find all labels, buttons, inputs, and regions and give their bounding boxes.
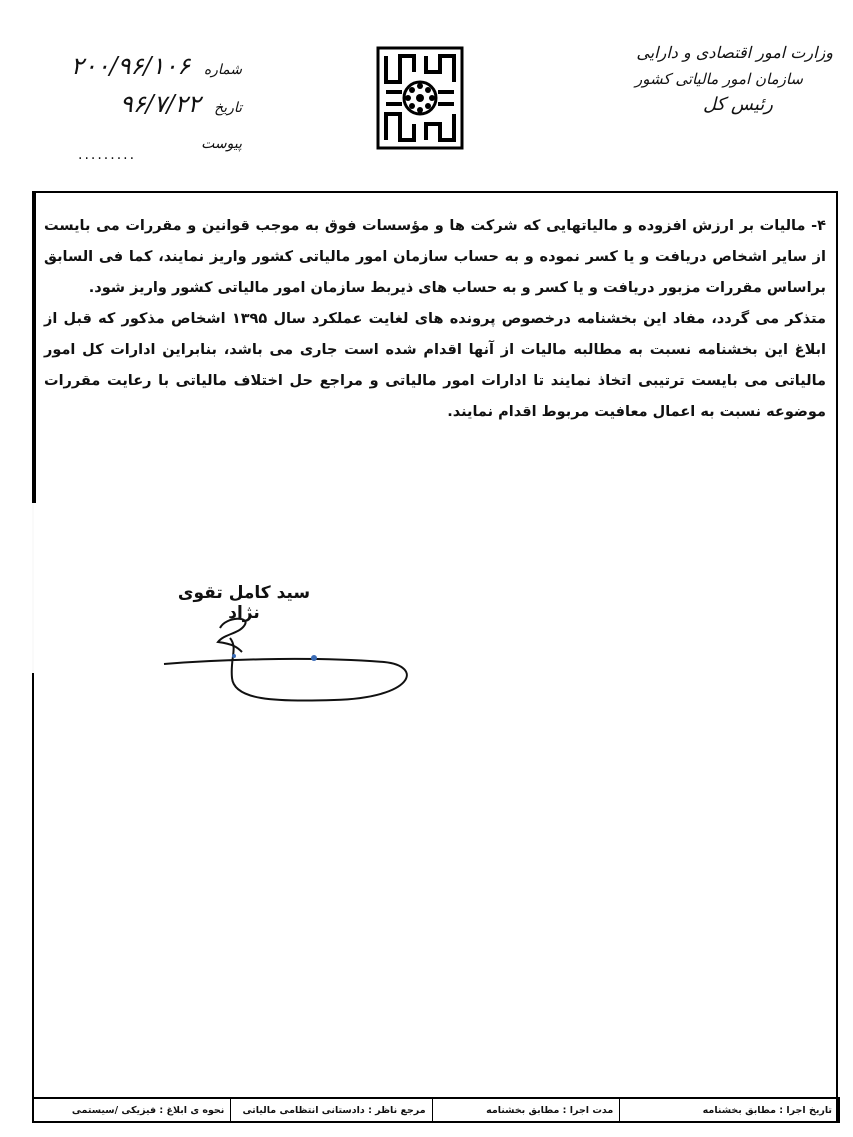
letter-date-row xyxy=(120,90,242,118)
footer-notification-method: نحوه ی ابلاغ : فیزیکی /سیستمی xyxy=(71,1104,225,1116)
letter-meta xyxy=(62,52,282,172)
footer-supervisory-authority: مرجع ناظر : دادستانی انتظامی مالیاتی xyxy=(230,1099,431,1121)
attachment-label: پیوست xyxy=(201,136,242,152)
paragraph-note: متذکر می گردد، مفاد این بخشنامه درخصوص پرونده های لغایت عملکرد سال ۱۳۹۵ اشخاص مذکور که قبل از ابلاغ این بخشنامه نسبت به مطالبه مالیات از آنها اقدام شده است جاری می باشد، بنابراین ادارات کل امور مالیاتی می بایست ترتیبی اتخاذ نمایند تا ادارات امور مالیاتی و مراجع حل اختلاف مالیاتی با رعایت مقررات موضوعه نسبت به اعمال معافیت مربوط اقدام نمایند. xyxy=(44,311,826,420)
letter-number-row xyxy=(71,52,242,80)
footer-execution-date: تاریخ اجرا : مطابق بخشنامه xyxy=(619,1099,838,1121)
organization-logo-icon xyxy=(372,42,468,154)
paragraph-item-4: ۴- مالیات بر ارزش افزوده و مالیاتهایی که شرکت ها و مؤسسات فوق به موجب قوانین و مقررات می بایست از سایر اشخاص دریافت و یا کسر نموده و به حساب سازمان امور مالیاتی کشور واریز نمایند، کما فی السابق براساس مقررات مزبور دریافت و یا کسر و به حساب های ذیربط سازمان امور مالیاتی کشور واریز شود. xyxy=(44,218,826,296)
position-title: رئیس کل xyxy=(702,94,773,115)
execution-info-bar xyxy=(32,1097,840,1123)
frame-left-edge xyxy=(32,193,36,503)
number-label: شماره xyxy=(203,62,242,78)
organization-name: سازمان امور مالیاتی کشور xyxy=(635,70,803,88)
footer-execution-period: مدت اجرا : مطابق بخشنامه xyxy=(432,1099,620,1121)
ministry-name: وزارت امور اقتصادی و دارایی xyxy=(636,43,833,62)
letter-body xyxy=(44,211,826,428)
letter-body-frame xyxy=(32,191,838,1121)
handwritten-signature-icon xyxy=(134,608,434,718)
letter-attachment-row xyxy=(195,136,242,152)
attachment-value: ......... xyxy=(78,147,137,163)
number-value: ۲۰۰/۹۶/۱۰۶ xyxy=(70,52,191,80)
date-value: ۹۶/۷/۲۲ xyxy=(119,90,201,118)
date-label: تاریخ xyxy=(214,100,242,116)
letterhead-organization xyxy=(623,40,833,118)
signatory-name: سید کامل تقوی نژاد xyxy=(177,583,311,623)
